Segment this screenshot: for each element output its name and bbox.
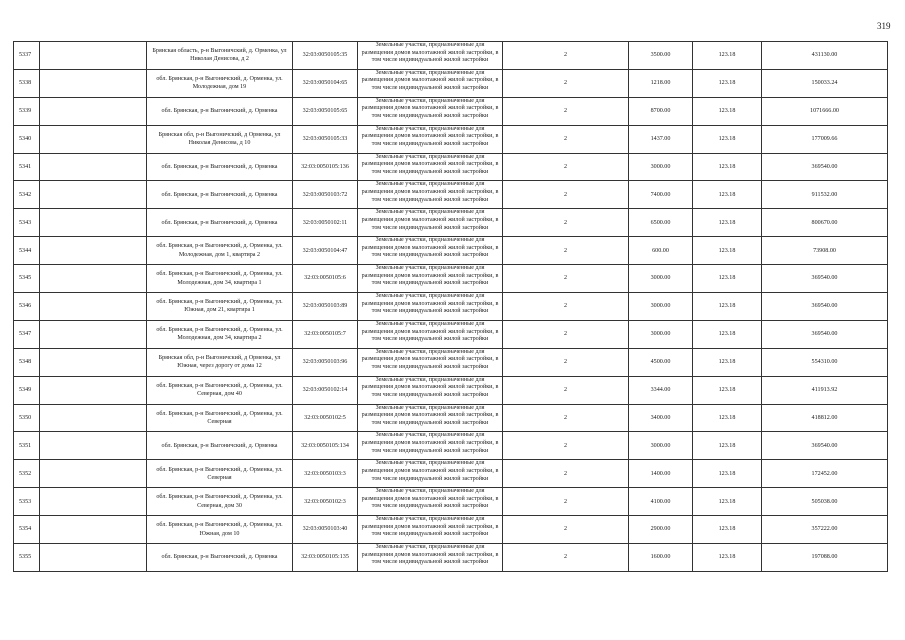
empty-cell (40, 209, 147, 237)
address-cell: Брянская область, р-н Выгоничский, д. Орменка, ул Николая Денисова, д 2 (147, 42, 293, 70)
cadastral-value-cell: 800670.00 (762, 209, 888, 237)
land-use-cell: Земельные участки, предназначенные для размещения домов малоэтажной жилой застройки, в том числе индивидуальной жилой застройки (358, 488, 503, 516)
cadastral-value-cell: 357222.00 (762, 516, 888, 544)
area-cell: 7400.00 (629, 181, 693, 209)
cadastral-number-cell: 32:03:0050103:96 (293, 348, 358, 376)
group-cell: 2 (503, 97, 629, 125)
land-use-cell: Земельные участки, предназначенные для размещения домов малоэтажной жилой застройки, в том числе индивидуальной жилой застройки (358, 42, 503, 70)
empty-cell (40, 404, 147, 432)
row-number-cell: 5347 (14, 320, 40, 348)
empty-cell (40, 181, 147, 209)
cadastral-value-cell: 1071666.00 (762, 97, 888, 125)
address-cell: обл. Брянская, р-н Выгоничский, д. Орменка (147, 544, 293, 572)
cadastral-number-cell: 32:03:0050103:72 (293, 181, 358, 209)
cadastral-value-cell: 369540.00 (762, 265, 888, 293)
group-cell: 2 (503, 265, 629, 293)
row-number-cell: 5354 (14, 516, 40, 544)
address-cell: обл. Брянская, р-н Выгоничский, д. Орменка (147, 209, 293, 237)
row-number-cell: 5344 (14, 237, 40, 265)
area-cell: 3000.00 (629, 265, 693, 293)
group-cell: 2 (503, 237, 629, 265)
table-row (14, 265, 888, 293)
table-row (14, 404, 888, 432)
specific-value-cell: 123.18 (693, 460, 762, 488)
cadastral-number-cell: 32:03:0050103:40 (293, 516, 358, 544)
row-number-cell: 5337 (14, 42, 40, 70)
area-cell: 8700.00 (629, 97, 693, 125)
table-row (14, 209, 888, 237)
cadastral-number-cell: 32:03:0050104:65 (293, 69, 358, 97)
empty-cell (40, 293, 147, 321)
cadastral-number-cell: 32:03:0050105:136 (293, 153, 358, 181)
table-row (14, 237, 888, 265)
specific-value-cell: 123.18 (693, 97, 762, 125)
area-cell: 3000.00 (629, 320, 693, 348)
cadastral-number-cell: 32:03:0050103:89 (293, 293, 358, 321)
empty-cell (40, 488, 147, 516)
land-use-cell: Земельные участки, предназначенные для размещения домов малоэтажной жилой застройки, в том числе индивидуальной жилой застройки (358, 181, 503, 209)
area-cell: 1400.00 (629, 460, 693, 488)
empty-cell (40, 376, 147, 404)
area-cell: 600.00 (629, 237, 693, 265)
area-cell: 3000.00 (629, 432, 693, 460)
table-row (14, 488, 888, 516)
land-use-cell: Земельные участки, предназначенные для размещения домов малоэтажной жилой застройки, в том числе индивидуальной жилой застройки (358, 460, 503, 488)
cadastral-value-cell: 554310.00 (762, 348, 888, 376)
cadastral-number-cell: 32:03:0050105:7 (293, 320, 358, 348)
table-row (14, 153, 888, 181)
cadastral-value-cell: 369540.00 (762, 153, 888, 181)
address-cell: Брянская обл, р-н Выгоничский, д Орменка, ул Николая Денисова, д 10 (147, 125, 293, 153)
row-number-cell: 5353 (14, 488, 40, 516)
row-number-cell: 5351 (14, 432, 40, 460)
empty-cell (40, 125, 147, 153)
cadastral-number-cell: 32:03:0050105:135 (293, 544, 358, 572)
area-cell: 3344.00 (629, 376, 693, 404)
group-cell: 2 (503, 209, 629, 237)
address-cell: обл. Брянская, р-н Выгоничский, д. Орменка, ул. Южная, дом 21, квартира 1 (147, 293, 293, 321)
address-cell: обл. Брянская, р-н Выгоничский, д. Орменка, ул. Молодежная, дом 34, квартира 2 (147, 320, 293, 348)
address-cell: обл. Брянская, р-н Выгоничский, д. Орменка, ул. Южная, дом 10 (147, 516, 293, 544)
land-use-cell: Земельные участки, предназначенные для размещения домов малоэтажной жилой застройки, в том числе индивидуальной жилой застройки (358, 69, 503, 97)
cadastral-number-cell: 32:03:0050103:3 (293, 460, 358, 488)
cadastral-value-cell: 177009.66 (762, 125, 888, 153)
address-cell: обл. Брянская, р-н Выгоничский, д. Орменка, ул. Северная (147, 460, 293, 488)
page-number: 319 (877, 21, 891, 31)
area-cell: 4500.00 (629, 348, 693, 376)
table-row (14, 432, 888, 460)
land-use-cell: Земельные участки, предназначенные для размещения домов малоэтажной жилой застройки, в том числе индивидуальной жилой застройки (358, 125, 503, 153)
table-row (14, 125, 888, 153)
row-number-cell: 5338 (14, 69, 40, 97)
cadastral-value-cell: 197088.00 (762, 544, 888, 572)
land-use-cell: Земельные участки, предназначенные для размещения домов малоэтажной жилой застройки, в том числе индивидуальной жилой застройки (358, 432, 503, 460)
specific-value-cell: 123.18 (693, 404, 762, 432)
specific-value-cell: 123.18 (693, 293, 762, 321)
address-cell: обл. Брянская, р-н Выгоничский, д. Орменка, ул. Молодежная, дом 34, квартира 1 (147, 265, 293, 293)
cadastral-value-cell: 369540.00 (762, 432, 888, 460)
group-cell: 2 (503, 376, 629, 404)
group-cell: 2 (503, 181, 629, 209)
table-row (14, 516, 888, 544)
empty-cell (40, 544, 147, 572)
group-cell: 2 (503, 69, 629, 97)
specific-value-cell: 123.18 (693, 320, 762, 348)
area-cell: 1600.00 (629, 544, 693, 572)
group-cell: 2 (503, 125, 629, 153)
cadastral-value-cell: 411913.92 (762, 376, 888, 404)
table-row (14, 460, 888, 488)
specific-value-cell: 123.18 (693, 181, 762, 209)
land-use-cell: Земельные участки, предназначенные для размещения домов малоэтажной жилой застройки, в том числе индивидуальной жилой застройки (358, 237, 503, 265)
empty-cell (40, 432, 147, 460)
row-number-cell: 5349 (14, 376, 40, 404)
specific-value-cell: 123.18 (693, 544, 762, 572)
cadastral-number-cell: 32:03:0050105:134 (293, 432, 358, 460)
area-cell: 1218.00 (629, 69, 693, 97)
cadastral-number-cell: 32:03:0050102:3 (293, 488, 358, 516)
area-cell: 3000.00 (629, 153, 693, 181)
cadastral-value-cell: 369540.00 (762, 320, 888, 348)
empty-cell (40, 348, 147, 376)
table-row (14, 293, 888, 321)
specific-value-cell: 123.18 (693, 153, 762, 181)
address-cell: обл. Брянская, р-н Выгоничский, д. Орменка (147, 432, 293, 460)
empty-cell (40, 97, 147, 125)
row-number-cell: 5352 (14, 460, 40, 488)
specific-value-cell: 123.18 (693, 348, 762, 376)
empty-cell (40, 516, 147, 544)
area-cell: 3400.00 (629, 404, 693, 432)
cadastral-number-cell: 32:03:0050105:65 (293, 97, 358, 125)
specific-value-cell: 123.18 (693, 488, 762, 516)
table-row (14, 348, 888, 376)
empty-cell (40, 153, 147, 181)
area-cell: 6500.00 (629, 209, 693, 237)
group-cell: 2 (503, 293, 629, 321)
specific-value-cell: 123.18 (693, 209, 762, 237)
address-cell: обл. Брянская, р-н Выгоничский, д. Орменка, ул. Молодежная, дом 1, квартира 2 (147, 237, 293, 265)
group-cell: 2 (503, 153, 629, 181)
cadastral-value-cell: 369540.00 (762, 293, 888, 321)
specific-value-cell: 123.18 (693, 516, 762, 544)
land-use-cell: Земельные участки, предназначенные для размещения домов малоэтажной жилой застройки, в том числе индивидуальной жилой застройки (358, 265, 503, 293)
table-row (14, 376, 888, 404)
specific-value-cell: 123.18 (693, 125, 762, 153)
table-row (14, 42, 888, 70)
empty-cell (40, 69, 147, 97)
group-cell: 2 (503, 404, 629, 432)
cadastral-number-cell: 32:03:0050102:11 (293, 209, 358, 237)
row-number-cell: 5345 (14, 265, 40, 293)
land-use-cell: Земельные участки, предназначенные для размещения домов малоэтажной жилой застройки, в том числе индивидуальной жилой застройки (358, 544, 503, 572)
address-cell: обл. Брянская, р-н Выгоничский, д. Орменка (147, 181, 293, 209)
area-cell: 1437.00 (629, 125, 693, 153)
table-row (14, 69, 888, 97)
area-cell: 4100.00 (629, 488, 693, 516)
table-row (14, 320, 888, 348)
group-cell: 2 (503, 320, 629, 348)
cadastral-value-cell: 505038.00 (762, 488, 888, 516)
group-cell: 2 (503, 348, 629, 376)
table-row (14, 544, 888, 572)
land-use-cell: Земельные участки, предназначенные для размещения домов малоэтажной жилой застройки, в том числе индивидуальной жилой застройки (358, 404, 503, 432)
specific-value-cell: 123.18 (693, 42, 762, 70)
group-cell: 2 (503, 488, 629, 516)
empty-cell (40, 265, 147, 293)
address-cell: обл. Брянская, р-н Выгоничский, д. Орменка (147, 97, 293, 125)
row-number-cell: 5342 (14, 181, 40, 209)
address-cell: обл. Брянская, р-н Выгоничский, д. Орменка, ул. Северная, дом 30 (147, 488, 293, 516)
land-use-cell: Земельные участки, предназначенные для размещения домов малоэтажной жилой застройки, в том числе индивидуальной жилой застройки (358, 97, 503, 125)
group-cell: 2 (503, 460, 629, 488)
row-number-cell: 5339 (14, 97, 40, 125)
land-use-cell: Земельные участки, предназначенные для размещения домов малоэтажной жилой застройки, в том числе индивидуальной жилой застройки (358, 153, 503, 181)
group-cell: 2 (503, 432, 629, 460)
empty-cell (40, 237, 147, 265)
area-cell: 3000.00 (629, 293, 693, 321)
group-cell: 2 (503, 544, 629, 572)
table-body (14, 42, 888, 572)
land-use-cell: Земельные участки, предназначенные для размещения домов малоэтажной жилой застройки, в том числе индивидуальной жилой застройки (358, 376, 503, 404)
cadastral-number-cell: 32:03:0050105:6 (293, 265, 358, 293)
address-cell: Брянская обл, р-н Выгоничский, д Орменка, ул Южная, через дорогу от дома 12 (147, 348, 293, 376)
address-cell: обл. Брянская, р-н Выгоничский, д. Орменка, ул. Северная, дом 40 (147, 376, 293, 404)
land-use-cell: Земельные участки, предназначенные для размещения домов малоэтажной жилой застройки, в том числе индивидуальной жилой застройки (358, 293, 503, 321)
empty-cell (40, 320, 147, 348)
specific-value-cell: 123.18 (693, 376, 762, 404)
land-use-cell: Земельные участки, предназначенные для размещения домов малоэтажной жилой застройки, в том числе индивидуальной жилой застройки (358, 320, 503, 348)
row-number-cell: 5346 (14, 293, 40, 321)
table-row (14, 181, 888, 209)
empty-cell (40, 42, 147, 70)
specific-value-cell: 123.18 (693, 69, 762, 97)
area-cell: 2900.00 (629, 516, 693, 544)
cadastral-number-cell: 32:03:0050104:47 (293, 237, 358, 265)
row-number-cell: 5343 (14, 209, 40, 237)
cadastral-value-cell: 418812.00 (762, 404, 888, 432)
land-use-cell: Земельные участки, предназначенные для размещения домов малоэтажной жилой застройки, в том числе индивидуальной жилой застройки (358, 209, 503, 237)
cadastral-value-table (13, 41, 888, 572)
address-cell: обл. Брянская, р-н Выгоничский, д. Орменка (147, 153, 293, 181)
table-row (14, 97, 888, 125)
row-number-cell: 5348 (14, 348, 40, 376)
group-cell: 2 (503, 42, 629, 70)
address-cell: обл. Брянская, р-н Выгоничский, д. Орменка, ул. Молодежная, дом 19 (147, 69, 293, 97)
cadastral-number-cell: 32:03:0050105:33 (293, 125, 358, 153)
cadastral-value-cell: 150033.24 (762, 69, 888, 97)
group-cell: 2 (503, 516, 629, 544)
row-number-cell: 5341 (14, 153, 40, 181)
row-number-cell: 5355 (14, 544, 40, 572)
cadastral-number-cell: 32:03:0050105:35 (293, 42, 358, 70)
land-use-cell: Земельные участки, предназначенные для размещения домов малоэтажной жилой застройки, в том числе индивидуальной жилой застройки (358, 516, 503, 544)
cadastral-number-cell: 32:03:0050102:14 (293, 376, 358, 404)
cadastral-value-cell: 73908.00 (762, 237, 888, 265)
specific-value-cell: 123.18 (693, 432, 762, 460)
cadastral-number-cell: 32:03:0050102:5 (293, 404, 358, 432)
cadastral-value-cell: 172452.00 (762, 460, 888, 488)
area-cell: 3500.00 (629, 42, 693, 70)
land-use-cell: Земельные участки, предназначенные для размещения домов малоэтажной жилой застройки, в том числе индивидуальной жилой застройки (358, 348, 503, 376)
empty-cell (40, 460, 147, 488)
specific-value-cell: 123.18 (693, 265, 762, 293)
specific-value-cell: 123.18 (693, 237, 762, 265)
address-cell: обл. Брянская, р-н Выгоничский, д. Орменка, ул. Северная (147, 404, 293, 432)
row-number-cell: 5340 (14, 125, 40, 153)
cadastral-value-cell: 431130.00 (762, 42, 888, 70)
row-number-cell: 5350 (14, 404, 40, 432)
cadastral-value-cell: 911532.00 (762, 181, 888, 209)
